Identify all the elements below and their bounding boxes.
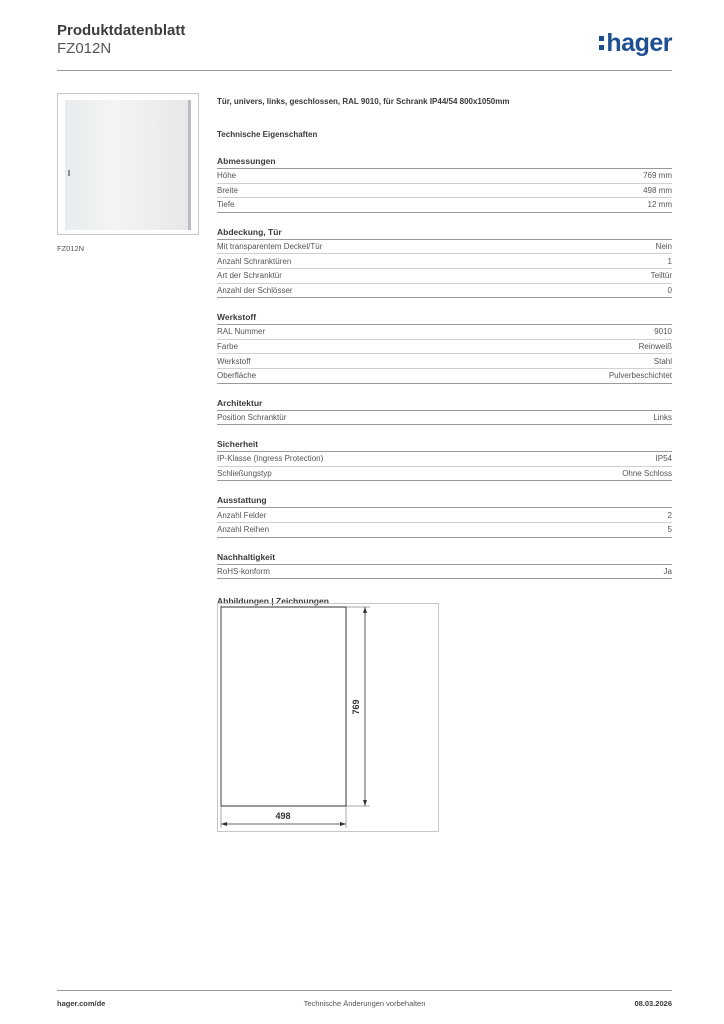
spec-value: 5 xyxy=(667,525,672,535)
spec-group xyxy=(217,156,672,213)
spec-label: RoHS-konform xyxy=(217,566,270,576)
spec-value: IP54 xyxy=(655,454,672,464)
spec-row xyxy=(217,452,672,467)
spec-row xyxy=(217,169,672,184)
spec-row xyxy=(217,284,672,299)
spec-group-title: Abdeckung, Tür xyxy=(217,227,672,240)
spec-row xyxy=(217,325,672,340)
spec-row xyxy=(217,565,672,580)
spec-label: Werkstoff xyxy=(217,356,251,366)
spec-value: 1 xyxy=(667,256,672,266)
dimension-drawing xyxy=(217,603,439,832)
spec-label: Anzahl Schranktüren xyxy=(217,256,292,266)
spec-label: Farbe xyxy=(217,342,238,352)
spec-value: 498 mm xyxy=(643,185,672,195)
spec-label: IP-Klasse (Ingress Protection) xyxy=(217,454,324,464)
spec-row xyxy=(217,369,672,384)
footer-divider xyxy=(57,990,672,991)
spec-row xyxy=(217,198,672,213)
spec-group-title: Nachhaltigkeit xyxy=(217,552,672,565)
spec-row xyxy=(217,467,672,482)
technical-properties-heading: Technische Eigenschaften xyxy=(217,130,318,139)
spec-row xyxy=(217,411,672,426)
spec-label: Breite xyxy=(217,185,238,195)
spec-group xyxy=(217,495,672,537)
width-label: 498 xyxy=(275,811,291,821)
spec-group-title: Sicherheit xyxy=(217,439,672,452)
spec-label: Anzahl Felder xyxy=(217,510,267,520)
spec-group-title: Architektur xyxy=(217,398,672,411)
spec-row xyxy=(217,523,672,538)
spec-value: Pulverbeschichtet xyxy=(608,371,672,381)
specification-content xyxy=(217,97,672,608)
header-divider xyxy=(57,70,672,71)
spec-group xyxy=(217,439,672,481)
spec-groups xyxy=(217,156,672,579)
spec-label: Tiefe xyxy=(217,200,235,210)
spec-value: Ja xyxy=(663,566,672,576)
spec-group xyxy=(217,227,672,298)
spec-label: RAL Nummer xyxy=(217,327,266,337)
document-title: Produktdatenblatt xyxy=(57,22,186,39)
spec-value: Nein xyxy=(655,242,672,252)
height-arrow-top-icon xyxy=(363,607,367,613)
logo-text: hager xyxy=(606,29,672,57)
footer-notice: Technische Änderungen vorbehalten xyxy=(303,999,426,1008)
dimension-drawing-svg xyxy=(218,604,440,833)
spec-row xyxy=(217,269,672,284)
footer-date: 08.03.2026 xyxy=(634,999,672,1008)
hager-logo xyxy=(599,30,672,56)
spec-group-title: Ausstattung xyxy=(217,495,672,508)
spec-row xyxy=(217,254,672,269)
height-label: 769 xyxy=(351,699,361,715)
spec-row xyxy=(217,240,672,255)
product-description: Tür, univers, links, geschlossen, RAL 9010, für Schrank IP44/54 800x1050mm xyxy=(217,97,510,106)
spec-row xyxy=(217,340,672,355)
spec-value: 2 xyxy=(667,510,672,520)
spec-value: Reinweiß xyxy=(638,342,672,352)
spec-label: Schließungstyp xyxy=(217,469,272,479)
door-outline xyxy=(221,607,346,806)
width-arrow-left-icon xyxy=(221,822,227,826)
document-header xyxy=(57,22,672,70)
width-arrow-right-icon xyxy=(340,822,346,826)
spec-group xyxy=(217,398,672,426)
spec-value: 12 mm xyxy=(647,200,672,210)
spec-label: Anzahl Reihen xyxy=(217,525,270,535)
spec-label: Anzahl der Schlösser xyxy=(217,285,293,295)
spec-row xyxy=(217,354,672,369)
logo-dots-icon xyxy=(599,35,604,51)
footer-website: hager.com/de xyxy=(57,999,106,1008)
spec-value: Links xyxy=(653,412,672,422)
spec-group xyxy=(217,312,672,383)
spec-value: Stahl xyxy=(653,356,672,366)
spec-group xyxy=(217,552,672,580)
product-image xyxy=(57,93,199,235)
spec-label: Mit transparentem Deckel/Tür xyxy=(217,242,323,252)
product-image-caption: FZ012N xyxy=(57,244,85,253)
drawings-heading: Abbildungen | Zeichnungen xyxy=(217,596,329,607)
spec-value: 0 xyxy=(667,285,672,295)
spec-value: 769 mm xyxy=(643,171,672,181)
spec-value: Ohne Schloss xyxy=(622,469,672,479)
spec-label: Art der Schranktür xyxy=(217,271,282,281)
spec-value: Teiltür xyxy=(650,271,672,281)
door-image-icon xyxy=(65,100,191,230)
spec-group-title: Abmessungen xyxy=(217,156,672,169)
spec-label: Oberfläche xyxy=(217,371,257,381)
spec-row xyxy=(217,508,672,523)
spec-group-title: Werkstoff xyxy=(217,312,672,325)
spec-value: 9010 xyxy=(654,327,672,337)
spec-label: Position Schranktür xyxy=(217,412,287,422)
product-code: FZ012N xyxy=(57,40,112,57)
spec-label: Höhe xyxy=(217,171,237,181)
spec-row xyxy=(217,184,672,199)
height-arrow-bottom-icon xyxy=(363,800,367,806)
